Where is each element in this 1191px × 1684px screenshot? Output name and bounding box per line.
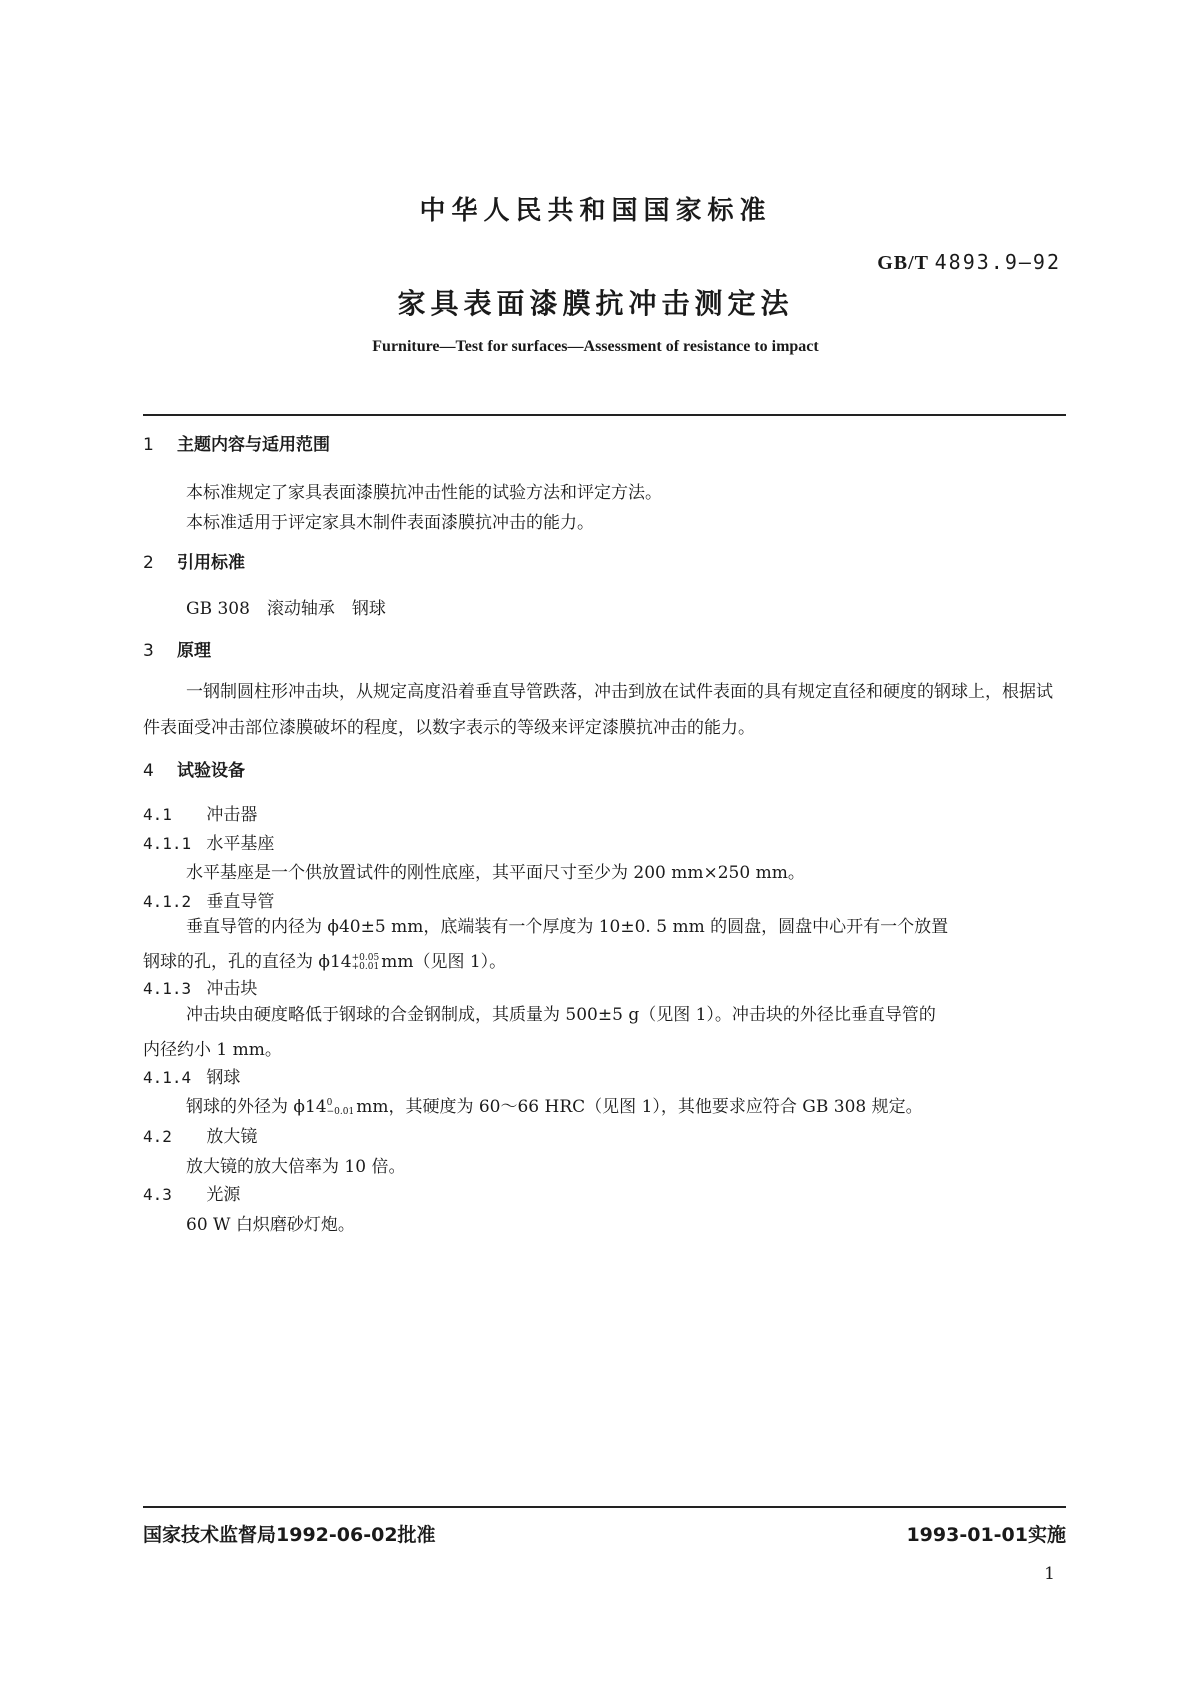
subsection-number: 4.3: [143, 1185, 172, 1204]
subsection-4-1-3-heading: [143, 974, 257, 999]
section-number: 1: [143, 435, 154, 455]
national-standard-heading: 中华人民共和国国家标准: [419, 196, 772, 226]
tolerance-upper: 0: [326, 1097, 333, 1108]
subsection-number: 4.1: [143, 805, 172, 824]
subsection-4-2-text: 放大镜的放大倍率为 10 倍。: [186, 1157, 406, 1177]
subsection-4-2-heading: [143, 1122, 257, 1147]
standard-code: [877, 250, 1061, 275]
footer-divider: [143, 1506, 1066, 1508]
text-fragment: 钢球的孔，孔的直径为 ϕ14: [143, 952, 352, 972]
subsection-4-3-heading: [143, 1180, 240, 1205]
subsection-number: 4.1.3: [143, 979, 192, 998]
subsection-number: 4.2: [143, 1127, 172, 1146]
subsection-title: 光源: [206, 1185, 241, 1205]
tolerance-lower: +0.01: [351, 961, 380, 972]
subsection-4-1-4-text: [186, 1092, 923, 1117]
tolerance: [352, 954, 380, 972]
tolerance: [327, 1099, 355, 1117]
subsection-number: 4.1.4: [143, 1068, 192, 1087]
section-1-heading: [143, 430, 330, 455]
text-fragment: mm，其硬度为 60～66 HRC（见图 1），其他要求应符合 GB 308 规定。: [356, 1097, 923, 1117]
section-3-heading: [143, 636, 211, 661]
text-line: 垂直导管的内径为 ϕ40±5 mm，底端装有一个厚度为 10±0. 5 mm 的圆盘，圆盘中心开有一个放置: [186, 917, 949, 937]
subsection-4-1-heading: [143, 800, 257, 825]
section-title: 原理: [177, 641, 211, 661]
subsection-title: 冲击块: [206, 979, 258, 999]
subsection-4-1-4-heading: [143, 1063, 240, 1088]
page-number: 1: [1044, 1564, 1055, 1584]
section-4-heading: [143, 756, 245, 781]
subsection-title: 放大镜: [206, 1127, 258, 1147]
header-divider: [143, 414, 1066, 416]
subsection-number: 4.1.2: [143, 892, 192, 911]
section-title: 引用标准: [177, 553, 245, 573]
text-line: 冲击块由硬度略低于钢球的合金钢制成，其质量为 500±5 g（见图 1）。冲击块的外径比垂直导管的: [186, 1005, 936, 1025]
text-fragment: mm（见图 1）。: [381, 952, 507, 972]
section-number: 4: [143, 761, 154, 781]
standard-code-prefix: GB/T: [877, 252, 929, 274]
approval-info: 国家技术监督局1992-06-02批准: [143, 1524, 436, 1546]
section-number: 3: [143, 641, 154, 661]
section-3-paragraph-1: 一钢制圆柱形冲击块，从规定高度沿着垂直导管跌落，冲击到放在试件表面的具有规定直径和硬度的钢球上，根据试件表面受冲击部位漆膜破坏的程度，以数字表示的等级来评定漆膜抗冲击的能力。: [143, 682, 1053, 738]
section-number: 2: [143, 553, 154, 573]
text-line: 内径约小 1 mm。: [143, 1040, 282, 1060]
document-title-cn: 家具表面漆膜抗冲击测定法: [397, 287, 794, 320]
section-1-paragraph-2: 本标准适用于评定家具木制件表面漆膜抗冲击的能力。: [186, 513, 594, 533]
document-title-en: Furniture—Test for surfaces—Assessment of resistance to impact: [372, 338, 819, 355]
section-1-paragraph-1: 本标准规定了家具表面漆膜抗冲击性能的试验方法和评定方法。: [186, 483, 662, 503]
section-title: 试验设备: [177, 761, 245, 781]
subsection-number: 4.1.1: [143, 834, 192, 853]
section-title: 主题内容与适用范围: [177, 435, 330, 455]
subsection-4-1-2-heading: [143, 887, 274, 912]
subsection-4-1-2-text: [143, 910, 1066, 980]
implementation-date: 1993-01-01实施: [906, 1524, 1066, 1546]
section-2-paragraph-1: GB 308 滚动轴承 钢球: [186, 599, 386, 619]
tolerance-upper: +0.05: [351, 952, 380, 963]
standard-code-number: 4893.9—92: [934, 250, 1061, 274]
subsection-4-3-text: 60 W 白炽磨砂灯炮。: [186, 1215, 355, 1235]
tolerance-lower: −0.01: [326, 1106, 355, 1117]
subsection-4-1-1-heading: [143, 829, 274, 854]
subsection-title: 钢球: [206, 1068, 241, 1088]
subsection-4-1-3-text: [143, 998, 1066, 1068]
subsection-title: 垂直导管: [206, 892, 275, 912]
section-2-heading: [143, 548, 245, 573]
text-line: [143, 945, 1066, 980]
text-fragment: 钢球的外径为 ϕ14: [186, 1097, 327, 1117]
subsection-title: 水平基座: [206, 834, 275, 854]
subsection-4-1-1-text: 水平基座是一个供放置试件的刚性底座，其平面尺寸至少为 200 mm×250 mm。: [186, 863, 805, 883]
subsection-title: 冲击器: [206, 805, 258, 825]
